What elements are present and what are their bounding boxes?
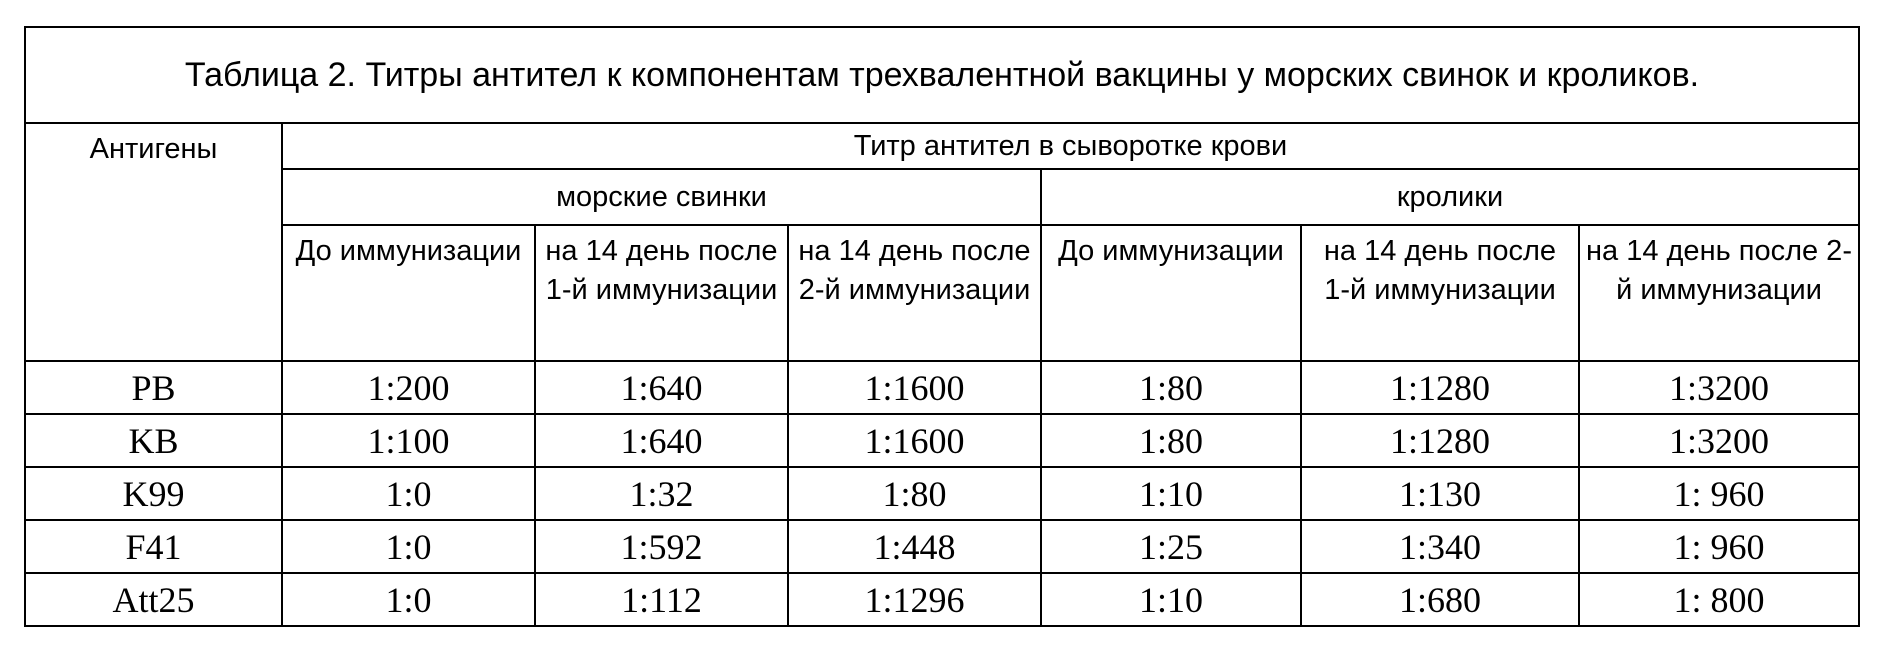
sub-header: До иммунизации (1041, 225, 1301, 361)
titer-cell: 1:640 (535, 414, 788, 467)
titer-cell: 1:640 (535, 361, 788, 414)
table-row (25, 520, 1859, 573)
group-header-rabbits: кролики (1041, 169, 1859, 225)
sub-header-row (25, 225, 1859, 361)
titer-cell: 1: 960 (1579, 467, 1859, 520)
titer-cell: 1:0 (282, 467, 535, 520)
sub-header: на 14 день после 1-й иммунизации (535, 225, 788, 361)
titer-cell: 1:1296 (788, 573, 1041, 626)
antigen-cell: KB (25, 414, 282, 467)
titer-cell: 1:1280 (1301, 361, 1579, 414)
titer-cell: 1:112 (535, 573, 788, 626)
titer-cell: 1:100 (282, 414, 535, 467)
sub-header: на 14 день после 2-й иммунизации (788, 225, 1041, 361)
titer-cell: 1:0 (282, 520, 535, 573)
titer-cell: 1:32 (535, 467, 788, 520)
titer-cell: 1:0 (282, 573, 535, 626)
titer-cell: 1:3200 (1579, 414, 1859, 467)
titer-cell: 1:340 (1301, 520, 1579, 573)
table-row (25, 361, 1859, 414)
group-header-guinea-pigs: морские свинки (282, 169, 1041, 225)
sub-header: До иммунизации (282, 225, 535, 361)
antigen-cell: PB (25, 361, 282, 414)
table-row (25, 414, 1859, 467)
antigen-cell: K99 (25, 467, 282, 520)
titer-cell: 1:80 (788, 467, 1041, 520)
group-header-row (25, 169, 1859, 225)
table-row (25, 467, 1859, 520)
titer-cell: 1:1600 (788, 361, 1041, 414)
titer-header: Титр антител в сыворотке крови (282, 123, 1859, 169)
table-title: Таблица 2. Титры антител к компонентам трехвалентной вакцины у морских свинок и кроликов. (25, 27, 1859, 123)
titer-cell: 1:3200 (1579, 361, 1859, 414)
titer-cell: 1:10 (1041, 467, 1301, 520)
titer-cell: 1: 800 (1579, 573, 1859, 626)
titer-cell: 1:80 (1041, 414, 1301, 467)
antigens-header: Антигены (25, 123, 282, 361)
main-header-row (25, 123, 1859, 169)
titer-cell: 1:1600 (788, 414, 1041, 467)
titer-cell: 1: 960 (1579, 520, 1859, 573)
sub-header: на 14 день после 2-й иммунизации (1579, 225, 1859, 361)
titer-cell: 1:25 (1041, 520, 1301, 573)
title-row (25, 27, 1859, 123)
antigen-cell: Att25 (25, 573, 282, 626)
titer-cell: 1:80 (1041, 361, 1301, 414)
document-sheet (24, 26, 1858, 627)
titer-cell: 1:1280 (1301, 414, 1579, 467)
titer-cell: 1:592 (535, 520, 788, 573)
titer-cell: 1:200 (282, 361, 535, 414)
table-row (25, 573, 1859, 626)
antigen-cell: F41 (25, 520, 282, 573)
titer-cell: 1:10 (1041, 573, 1301, 626)
sub-header: на 14 день после 1-й иммунизации (1301, 225, 1579, 361)
titer-cell: 1:448 (788, 520, 1041, 573)
antibody-titer-table (24, 26, 1860, 627)
titer-cell: 1:680 (1301, 573, 1579, 626)
titer-cell: 1:130 (1301, 467, 1579, 520)
